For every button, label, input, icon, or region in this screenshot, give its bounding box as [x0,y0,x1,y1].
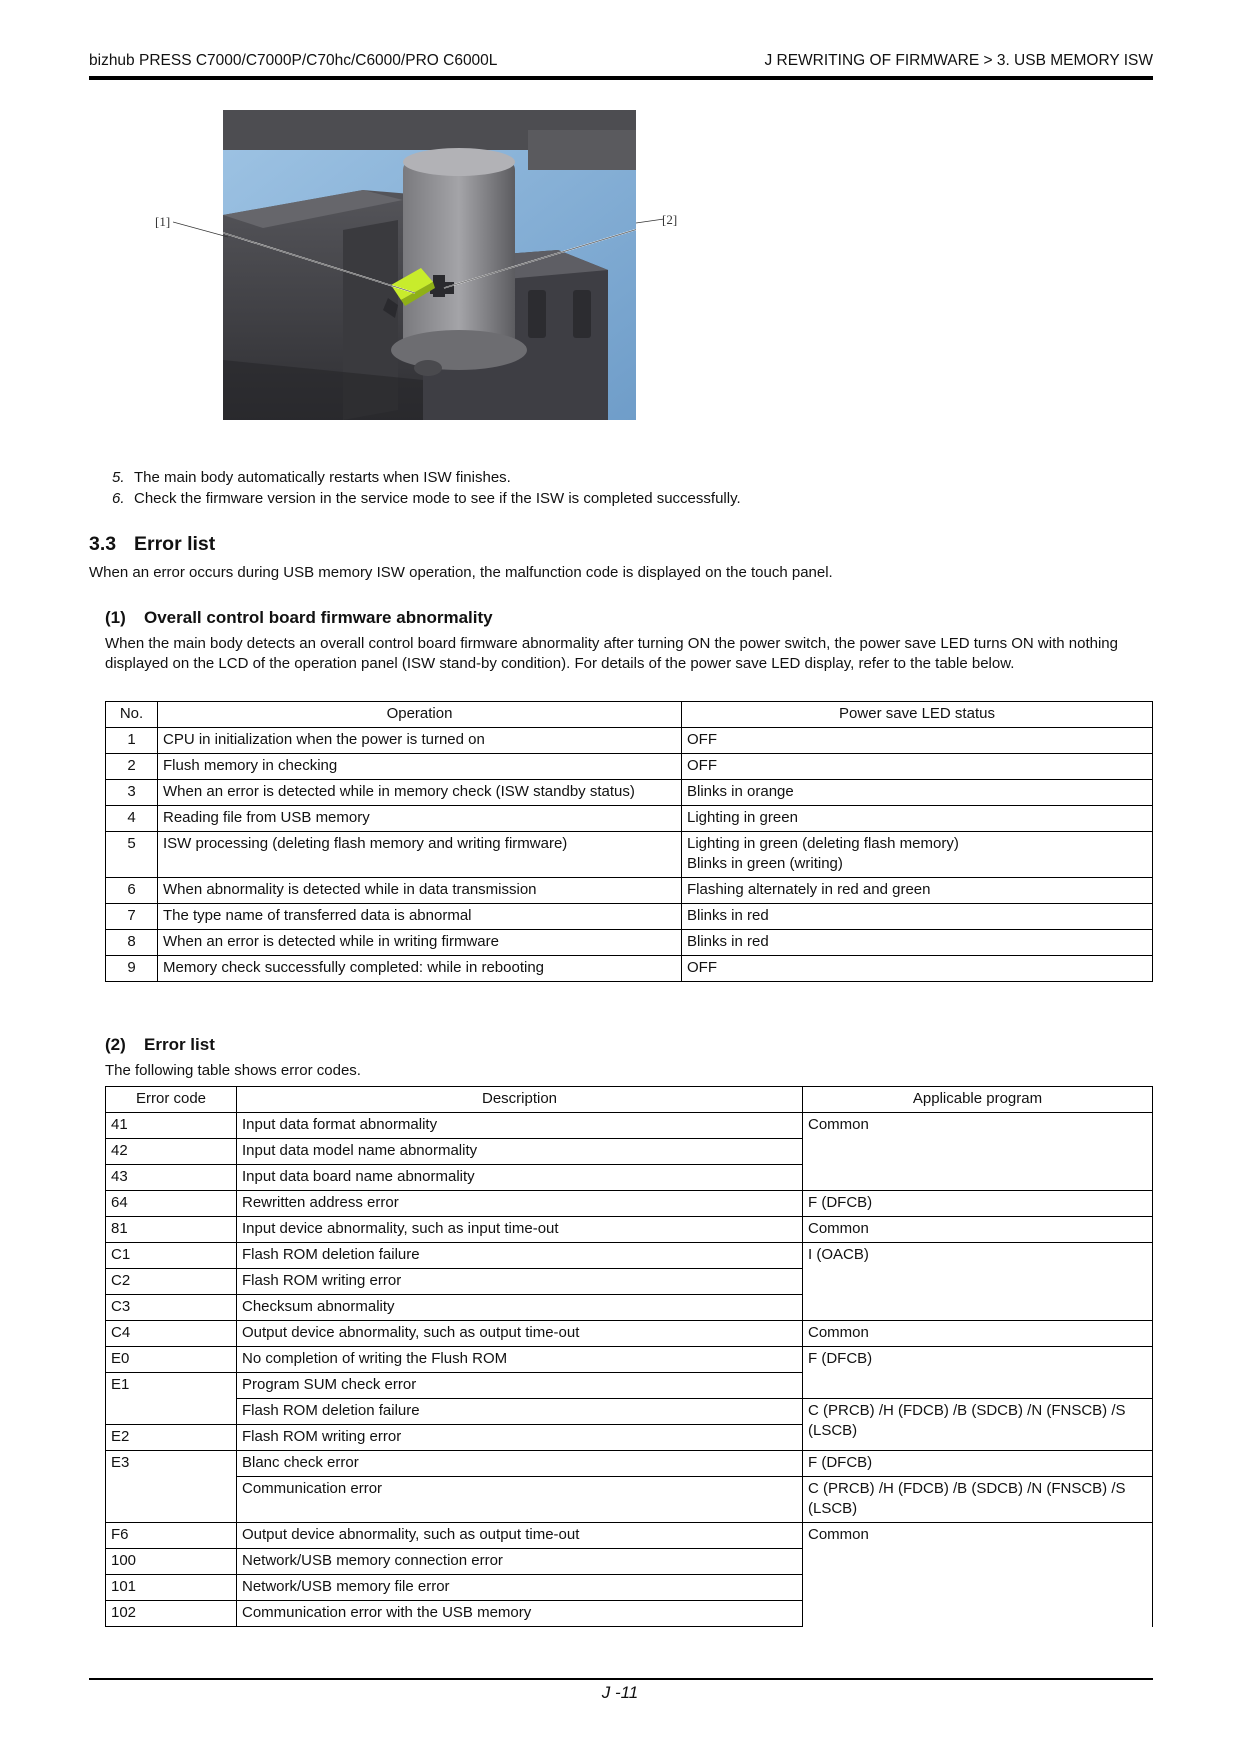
table-row [106,878,1153,904]
error-description: Blanc check error [237,1451,803,1477]
row-number: 4 [106,806,158,832]
led-status-table [105,701,1153,982]
operation-cell: When an error is detected while in memory check (ISW standby status) [158,780,682,806]
applicable-program: F (DFCB) [803,1191,1153,1217]
led-status-cell: OFF [682,728,1153,754]
error-description: Input device abnormality, such as input time-out [237,1217,803,1243]
error-code: E0 [106,1347,237,1373]
column-header: Description [237,1087,803,1113]
error-code: 42 [106,1139,237,1165]
step-list [112,467,741,509]
step-number: 5. [112,469,125,486]
applicable-program: C (PRCB) /H (FDCB) /B (SDCB) /N (FNSCB) /S (LSCB) [803,1399,1153,1451]
column-header: Error code [106,1087,237,1113]
led-status-cell: Lighting in green [682,806,1153,832]
applicable-program: F (DFCB) [803,1451,1153,1477]
operation-cell: When an error is detected while in writing firmware [158,930,682,956]
page-number: J -11 [601,1683,639,1702]
error-code: 41 [106,1113,237,1139]
footer-rule [89,1678,1153,1680]
step-text: The main body automatically restarts when ISW finishes. [134,469,511,486]
column-header: Power save LED status [682,702,1153,728]
table-row [106,1347,1153,1373]
applicable-program: Common [803,1321,1153,1347]
table-row [106,904,1153,930]
table-row [106,1523,1153,1549]
led-status-cell: Blinks in orange [682,780,1153,806]
table-row [106,806,1153,832]
error-code: C1 [106,1243,237,1269]
table-row [106,1321,1153,1347]
subsection-1-heading [105,608,493,628]
table-row [106,1191,1153,1217]
led-status-cell: Blinks in red [682,904,1153,930]
applicable-program: Common [803,1217,1153,1243]
applicable-program: C (PRCB) /H (FDCB) /B (SDCB) /N (FNSCB) /S (LSCB) [803,1477,1153,1523]
error-description: No completion of writing the Flush ROM [237,1347,803,1373]
callout-2: [2] [662,212,678,227]
applicable-program: Common [803,1523,1153,1627]
row-number: 7 [106,904,158,930]
led-status-cell: Lighting in green (deleting flash memory) Blinks in green (writing) [682,832,1153,878]
error-code: 102 [106,1601,237,1627]
error-code: C4 [106,1321,237,1347]
error-description: Input data model name abnormality [237,1139,803,1165]
header-rule [89,76,1153,80]
section-title: Error list [134,533,216,555]
error-code: 100 [106,1549,237,1575]
column-header: No. [106,702,158,728]
table-row [106,1451,1153,1477]
operation-cell: Flush memory in checking [158,754,682,780]
error-description: Flash ROM deletion failure [237,1399,803,1425]
error-code: C2 [106,1269,237,1295]
step-item [112,488,741,509]
callout-2-leader [636,215,664,229]
error-description: Flash ROM deletion failure [237,1243,803,1269]
row-number: 2 [106,754,158,780]
subsection-2-heading [105,1035,215,1055]
table-row [106,728,1153,754]
error-description: Rewritten address error [237,1191,803,1217]
table-row [106,1113,1153,1139]
subsection-1-title: Overall control board firmware abnormality [144,608,493,627]
error-code: 81 [106,1217,237,1243]
table-header-row [106,702,1153,728]
row-number: 8 [106,930,158,956]
applicable-program: Common [803,1113,1153,1191]
section-intro: When an error occurs during USB memory ISW operation, the malfunction code is displayed on the touch panel. [89,564,833,581]
table-row [106,1243,1153,1269]
step-number: 6. [112,490,125,507]
led-status-cell: OFF [682,956,1153,982]
error-description: Network/USB memory connection error [237,1549,803,1575]
led-status-cell: Blinks in red [682,930,1153,956]
table-row [106,956,1153,982]
column-header: Applicable program [803,1087,1153,1113]
subsection-1-number: (1) [105,608,126,627]
table-row [106,1399,1153,1425]
applicable-program: I (OACB) [803,1243,1153,1321]
row-number: 3 [106,780,158,806]
subsection-2-text: The following table shows error codes. [105,1062,361,1079]
error-code: F6 [106,1523,237,1549]
error-description: Communication error with the USB memory [237,1601,803,1627]
error-description: Flash ROM writing error [237,1425,803,1451]
row-number: 1 [106,728,158,754]
error-code: E3 [106,1451,237,1523]
error-code: 64 [106,1191,237,1217]
section-heading [89,533,215,556]
led-status-cell: Flashing alternately in red and green [682,878,1153,904]
error-description: Output device abnormality, such as output time-out [237,1523,803,1549]
operation-cell: Reading file from USB memory [158,806,682,832]
step-text: Check the firmware version in the service mode to see if the ISW is completed successfully. [134,490,741,507]
step-item [112,467,741,488]
error-code: E1 [106,1373,237,1425]
error-description: Input data format abnormality [237,1113,803,1139]
row-number: 9 [106,956,158,982]
error-code: C3 [106,1295,237,1321]
error-description: Input data board name abnormality [237,1165,803,1191]
error-code: E2 [106,1425,237,1451]
table-row [106,754,1153,780]
error-code-table [105,1086,1153,1627]
table-row [106,780,1153,806]
section-number: 3.3 [89,533,117,555]
error-code: 43 [106,1165,237,1191]
header-document-title: bizhub PRESS C7000/C7000P/C70hc/C6000/PRO C6000L [89,52,498,69]
table-row [106,1217,1153,1243]
callout-1-leader [173,215,228,245]
error-description: Program SUM check error [237,1373,803,1399]
operation-cell: Memory check successfully completed: while in rebooting [158,956,682,982]
error-description: Communication error [237,1477,803,1523]
row-number: 6 [106,878,158,904]
column-header: Operation [158,702,682,728]
error-description: Flash ROM writing error [237,1269,803,1295]
error-description: Network/USB memory file error [237,1575,803,1601]
table-row [106,1477,1153,1523]
usb-memory-photo [223,110,636,420]
operation-cell: The type name of transferred data is abnormal [158,904,682,930]
error-code: 101 [106,1575,237,1601]
header-chapter-path: J REWRITING OF FIRMWARE > 3. USB MEMORY ISW [764,52,1153,69]
subsection-2-title: Error list [144,1035,215,1054]
subsection-2-number: (2) [105,1035,126,1054]
led-status-cell: OFF [682,754,1153,780]
operation-cell: CPU in initialization when the power is turned on [158,728,682,754]
subsection-1-text: When the main body detects an overall control board firmware abnormality after turning ON the power switch, the power save LED turns ON with nothing displayed on the LCD of the operation panel (ISW stand-by condition). For details of the power save LED display, refer to the table below. [105,635,1118,672]
operation-cell: ISW processing (deleting flash memory and writing firmware) [158,832,682,878]
applicable-program: F (DFCB) [803,1347,1153,1399]
table-row [106,832,1153,878]
error-description: Checksum abnormality [237,1295,803,1321]
table-row [106,930,1153,956]
row-number: 5 [106,832,158,878]
callout-1: [1] [155,214,171,229]
operation-cell: When abnormality is detected while in data transmission [158,878,682,904]
table-header-row [106,1087,1153,1113]
error-description: Output device abnormality, such as output time-out [237,1321,803,1347]
